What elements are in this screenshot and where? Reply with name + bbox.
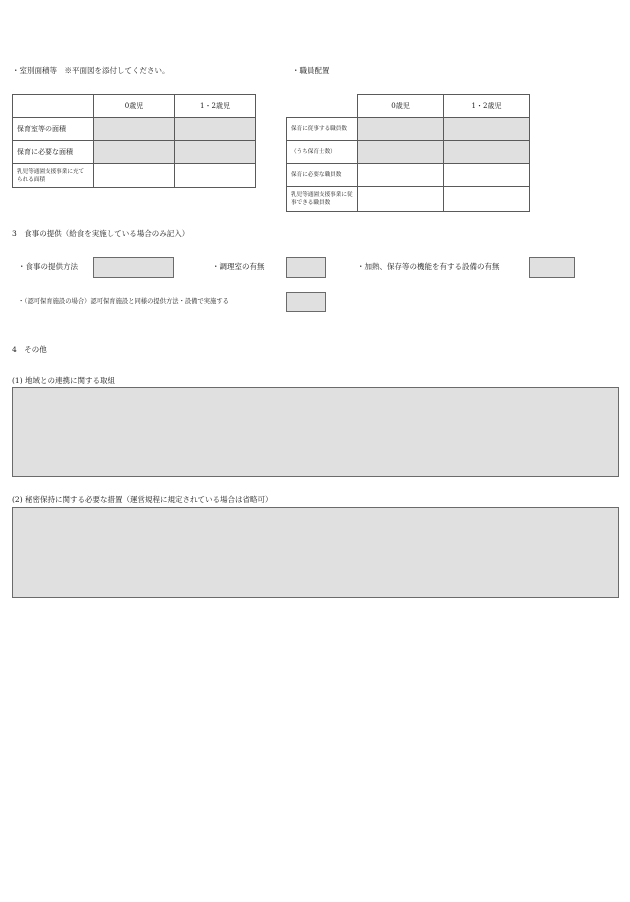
staffing-table xyxy=(286,94,530,212)
room-area-header-blank xyxy=(13,95,94,118)
licensed-method-label: ・（認可保育施設の場合）認可保育施設と同様の提供方法・設備で実施する xyxy=(18,298,229,305)
meal-method-field[interactable] xyxy=(93,257,174,278)
room-area-title: ・室別面積等 ※平面図を添付してください。 xyxy=(12,66,170,75)
staffing-cell[interactable] xyxy=(358,118,444,141)
staffing-cell[interactable] xyxy=(444,118,530,141)
licensed-method-field[interactable] xyxy=(286,292,326,312)
room-area-row-label: 保育に必要な面積 xyxy=(13,141,94,164)
staffing-header-blank xyxy=(287,95,358,118)
room-area-cell[interactable] xyxy=(94,118,175,141)
room-area-cell[interactable] xyxy=(175,164,256,188)
staffing-cell[interactable] xyxy=(444,141,530,164)
kitchen-field[interactable] xyxy=(286,257,326,278)
staffing-row-label: 保育に従事する職員数 xyxy=(287,118,358,141)
staffing-cell[interactable] xyxy=(358,187,444,212)
heating-equipment-field[interactable] xyxy=(529,257,575,278)
room-area-header-age0: 0歳児 xyxy=(94,95,175,118)
confidentiality-label: (2) 秘密保持に関する必要な措置（運営規程に規定されている場合は省略可） xyxy=(12,495,273,504)
heating-equipment-label: ・加熱、保存等の機能を有する設備の有無 xyxy=(357,262,500,271)
community-textarea[interactable] xyxy=(12,387,619,477)
room-area-cell[interactable] xyxy=(94,141,175,164)
staffing-header-age0: 0歳児 xyxy=(358,95,444,118)
staffing-header-age12: 1・2歳児 xyxy=(444,95,530,118)
other-heading: 4 その他 xyxy=(12,345,47,354)
staffing-row-label: 乳児等通園支援事業に従事できる職員数 xyxy=(287,187,358,212)
meals-heading: 3 食事の提供（給食を実施している場合のみ記入） xyxy=(12,229,190,238)
room-area-header-age12: 1・2歳児 xyxy=(175,95,256,118)
staffing-cell[interactable] xyxy=(358,164,444,187)
room-area-cell[interactable] xyxy=(94,164,175,188)
community-label: (1) 地域との連携に関する取組 xyxy=(12,376,116,385)
staffing-row-label: 保育に必要な職員数 xyxy=(287,164,358,187)
staffing-cell[interactable] xyxy=(358,141,444,164)
room-area-row-label: 保育室等の面積 xyxy=(13,118,94,141)
room-area-cell[interactable] xyxy=(175,141,256,164)
meal-method-label: ・食事の提供方法 xyxy=(18,262,78,271)
room-area-row-label: 乳児等通園支援事業に充てられる面積 xyxy=(13,164,94,188)
room-area-cell[interactable] xyxy=(175,118,256,141)
staffing-cell[interactable] xyxy=(444,164,530,187)
confidentiality-textarea[interactable] xyxy=(12,507,619,598)
staffing-row-label: （うち保育士数） xyxy=(287,141,358,164)
room-area-table xyxy=(12,94,256,188)
staffing-title: ・職員配置 xyxy=(292,66,330,75)
kitchen-label: ・調理室の有無 xyxy=(212,262,265,271)
staffing-cell[interactable] xyxy=(444,187,530,212)
